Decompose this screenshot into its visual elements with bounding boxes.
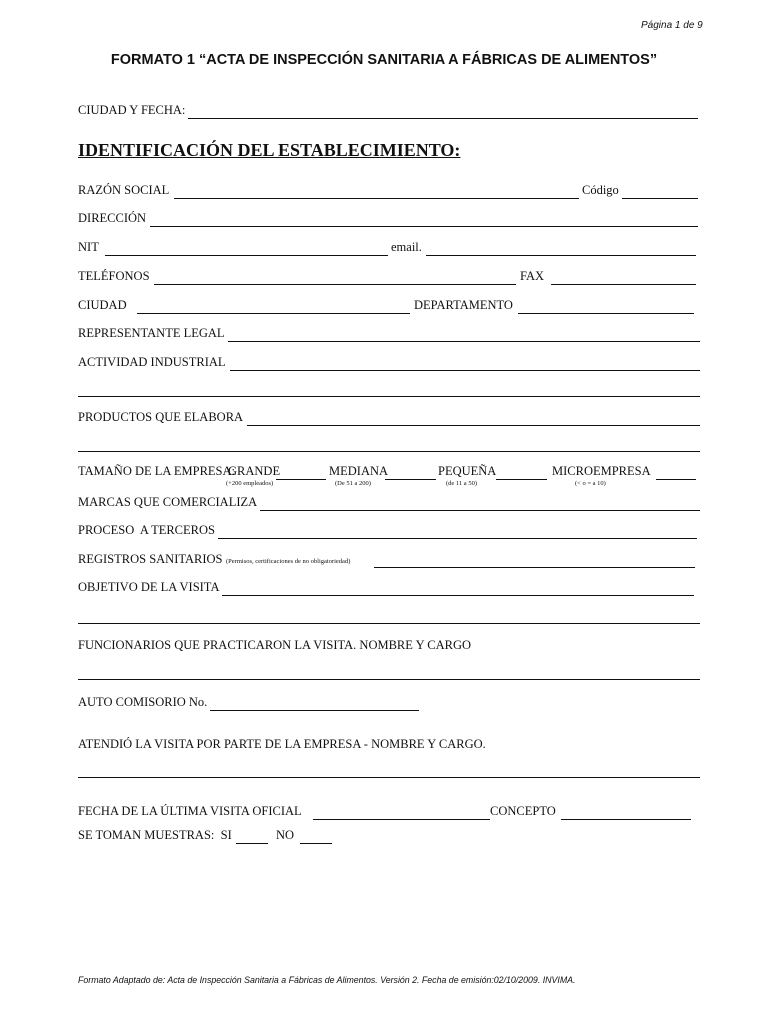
telefonos-line[interactable] [154,284,516,285]
funcionarios-line[interactable] [78,679,700,680]
muestras-label: SE TOMAN MUESTRAS: SI [78,828,232,842]
auto-comisorio-line[interactable] [210,710,419,711]
marcas-label: MARCAS QUE COMERCIALIZA [78,495,258,509]
city-date-label: CIUDAD Y FECHA: [78,103,186,117]
size-pequena-line[interactable] [496,479,547,480]
codigo-label: Código [582,183,619,197]
size-mediana-line[interactable] [385,479,436,480]
razon-social-label: RAZÓN SOCIAL [78,183,170,197]
productos-line[interactable] [247,425,700,426]
company-size-label: TAMAÑO DE LA EMPRESA: [78,464,235,478]
registros-note: (Permisos, certificaciones de no obligatoriedad) [226,558,351,565]
concepto-label: CONCEPTO [490,804,556,818]
actividad-industrial-line-2[interactable] [78,396,700,397]
form-title: FORMATO 1 “ACTA DE INSPECCIÓN SANITARIA A FÁBRICAS DE ALIMENTOS” [110,52,658,68]
concepto-line[interactable] [561,819,691,820]
muestras-si-line[interactable] [236,843,268,844]
section-heading: IDENTIFICACIÓN DEL ESTABLECIMIENTO: [78,140,461,160]
footer-note: Formato Adaptado de: Acta de Inspección Sanitaria a Fábricas de Alimentos. Versión 2. Fecha de emisión:02/10/2009. INVIMA. [78,975,576,985]
codigo-line[interactable] [622,198,698,199]
registros-line[interactable] [374,567,695,568]
size-pequena-label: PEQUEÑA [438,464,497,478]
atendio-line[interactable] [78,777,700,778]
size-pequena-note: (de 11 a 50) [446,480,477,487]
productos-line-2[interactable] [78,451,700,452]
ciudad-line[interactable] [137,313,410,314]
razon-social-line[interactable] [174,198,579,199]
size-mediana-label: MEDIANA [329,464,389,478]
size-micro-line[interactable] [656,479,696,480]
registros-label: REGISTROS SANITARIOS [78,552,223,566]
proceso-label: PROCESO A TERCEROS [78,523,215,537]
size-grande-line[interactable] [276,479,326,480]
objetivo-line-2[interactable] [78,623,700,624]
actividad-industrial-line[interactable] [230,370,700,371]
telefonos-label: TELÉFONOS [78,269,150,283]
fecha-ultima-visita-line[interactable] [313,819,490,820]
fecha-ultima-visita-label: FECHA DE LA ÚLTIMA VISITA OFICIAL [78,804,302,818]
representante-legal-line[interactable] [228,341,700,342]
size-grande-note: (+200 empleados) [226,480,274,487]
actividad-industrial-label: ACTIVIDAD INDUSTRIAL [78,355,226,369]
size-mediana-note: (De 51 a 200) [335,480,371,487]
funcionarios-label: FUNCIONARIOS QUE PRACTICARON LA VISITA. NOMBRE Y CARGO [78,638,472,652]
atendio-label: ATENDIÓ LA VISITA POR PARTE DE LA EMPRESA - NOMBRE Y CARGO. [78,737,486,751]
page-number: Página 1 de 9 [641,20,703,31]
nit-label: NIT [78,240,99,254]
size-micro-note: (< o = a 10) [575,480,606,487]
ciudad-label: CIUDAD [78,298,127,312]
representante-legal-label: REPRESENTANTE LEGAL [78,326,225,340]
email-label: email. [391,240,422,254]
email-line[interactable] [426,255,696,256]
fax-line[interactable] [551,284,696,285]
departamento-label: DEPARTAMENTO [414,298,513,312]
muestras-no-label: NO [276,828,295,842]
productos-label: PRODUCTOS QUE ELABORA [78,410,244,424]
auto-comisorio-label: AUTO COMISORIO No. [78,695,208,709]
direccion-label: DIRECCIÓN [78,211,147,225]
muestras-no-line[interactable] [300,843,332,844]
fax-label: FAX [520,269,545,283]
size-micro-label: MICROEMPRESA [552,464,651,478]
proceso-line[interactable] [218,538,697,539]
city-date-line[interactable] [188,118,698,119]
marcas-line[interactable] [260,510,700,511]
departamento-line[interactable] [518,313,694,314]
size-grande-label: GRANDE [228,464,281,478]
direccion-line[interactable] [150,226,698,227]
objetivo-label: OBJETIVO DE LA VISITA [78,580,220,594]
objetivo-line[interactable] [222,595,694,596]
nit-line[interactable] [105,255,388,256]
